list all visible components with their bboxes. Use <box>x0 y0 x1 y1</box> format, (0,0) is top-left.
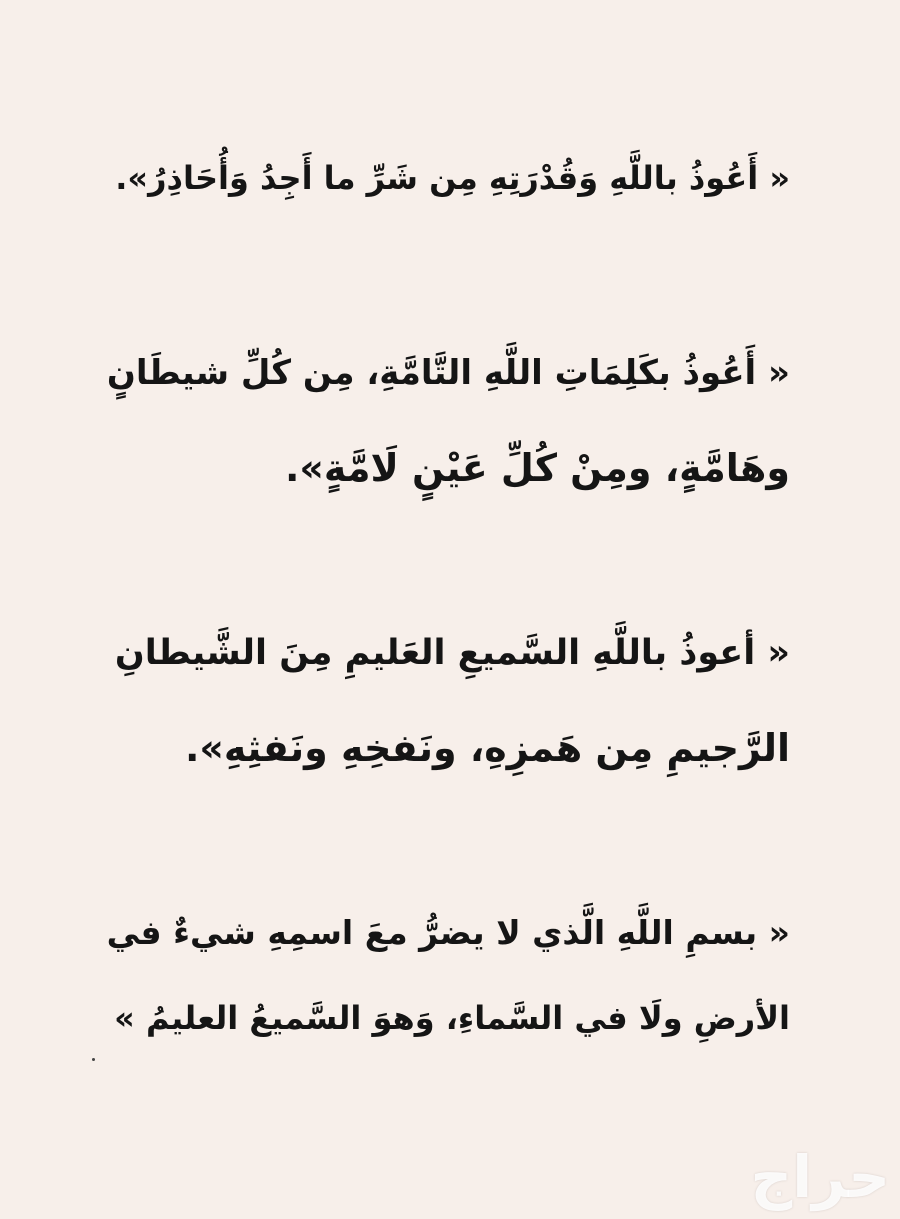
dua-2-line-1: « أَعُوذُ بكَلِمَاتِ اللَّهِ التَّامَّةِ، مِن كُلِّ شيطَانٍ <box>106 353 790 393</box>
haraj-watermark: حراج <box>750 1143 890 1211</box>
dua-3-line-2: الرَّجيمِ مِن هَمزِهِ، ونَفخِهِ ونَفثِهِ». <box>184 726 790 770</box>
stray-dot <box>92 1058 95 1061</box>
dua-3-line-1: « أعوذُ باللَّهِ السَّميعِ العَليمِ مِنَ الشَّيطانِ <box>114 633 790 673</box>
dua-4-line-1: « بسمِ اللَّهِ الَّذي لا يضرُّ معَ اسمِهِ شيءٌ في <box>106 913 790 952</box>
dua-4-line-2: الأرضِ ولَا في السَّماءِ، وَهوَ السَّميعُ العليمُ » <box>114 999 790 1037</box>
dua-2-line-2: وهَامَّةٍ، ومِنْ كُلِّ عَيْنٍ لَامَّةٍ». <box>284 446 790 490</box>
dua-1-line-1: « أَعُوذُ باللَّهِ وَقُدْرَتِهِ مِن شَرِّ ما أَجِدُ وَأُحَاذِرُ». <box>115 159 790 197</box>
